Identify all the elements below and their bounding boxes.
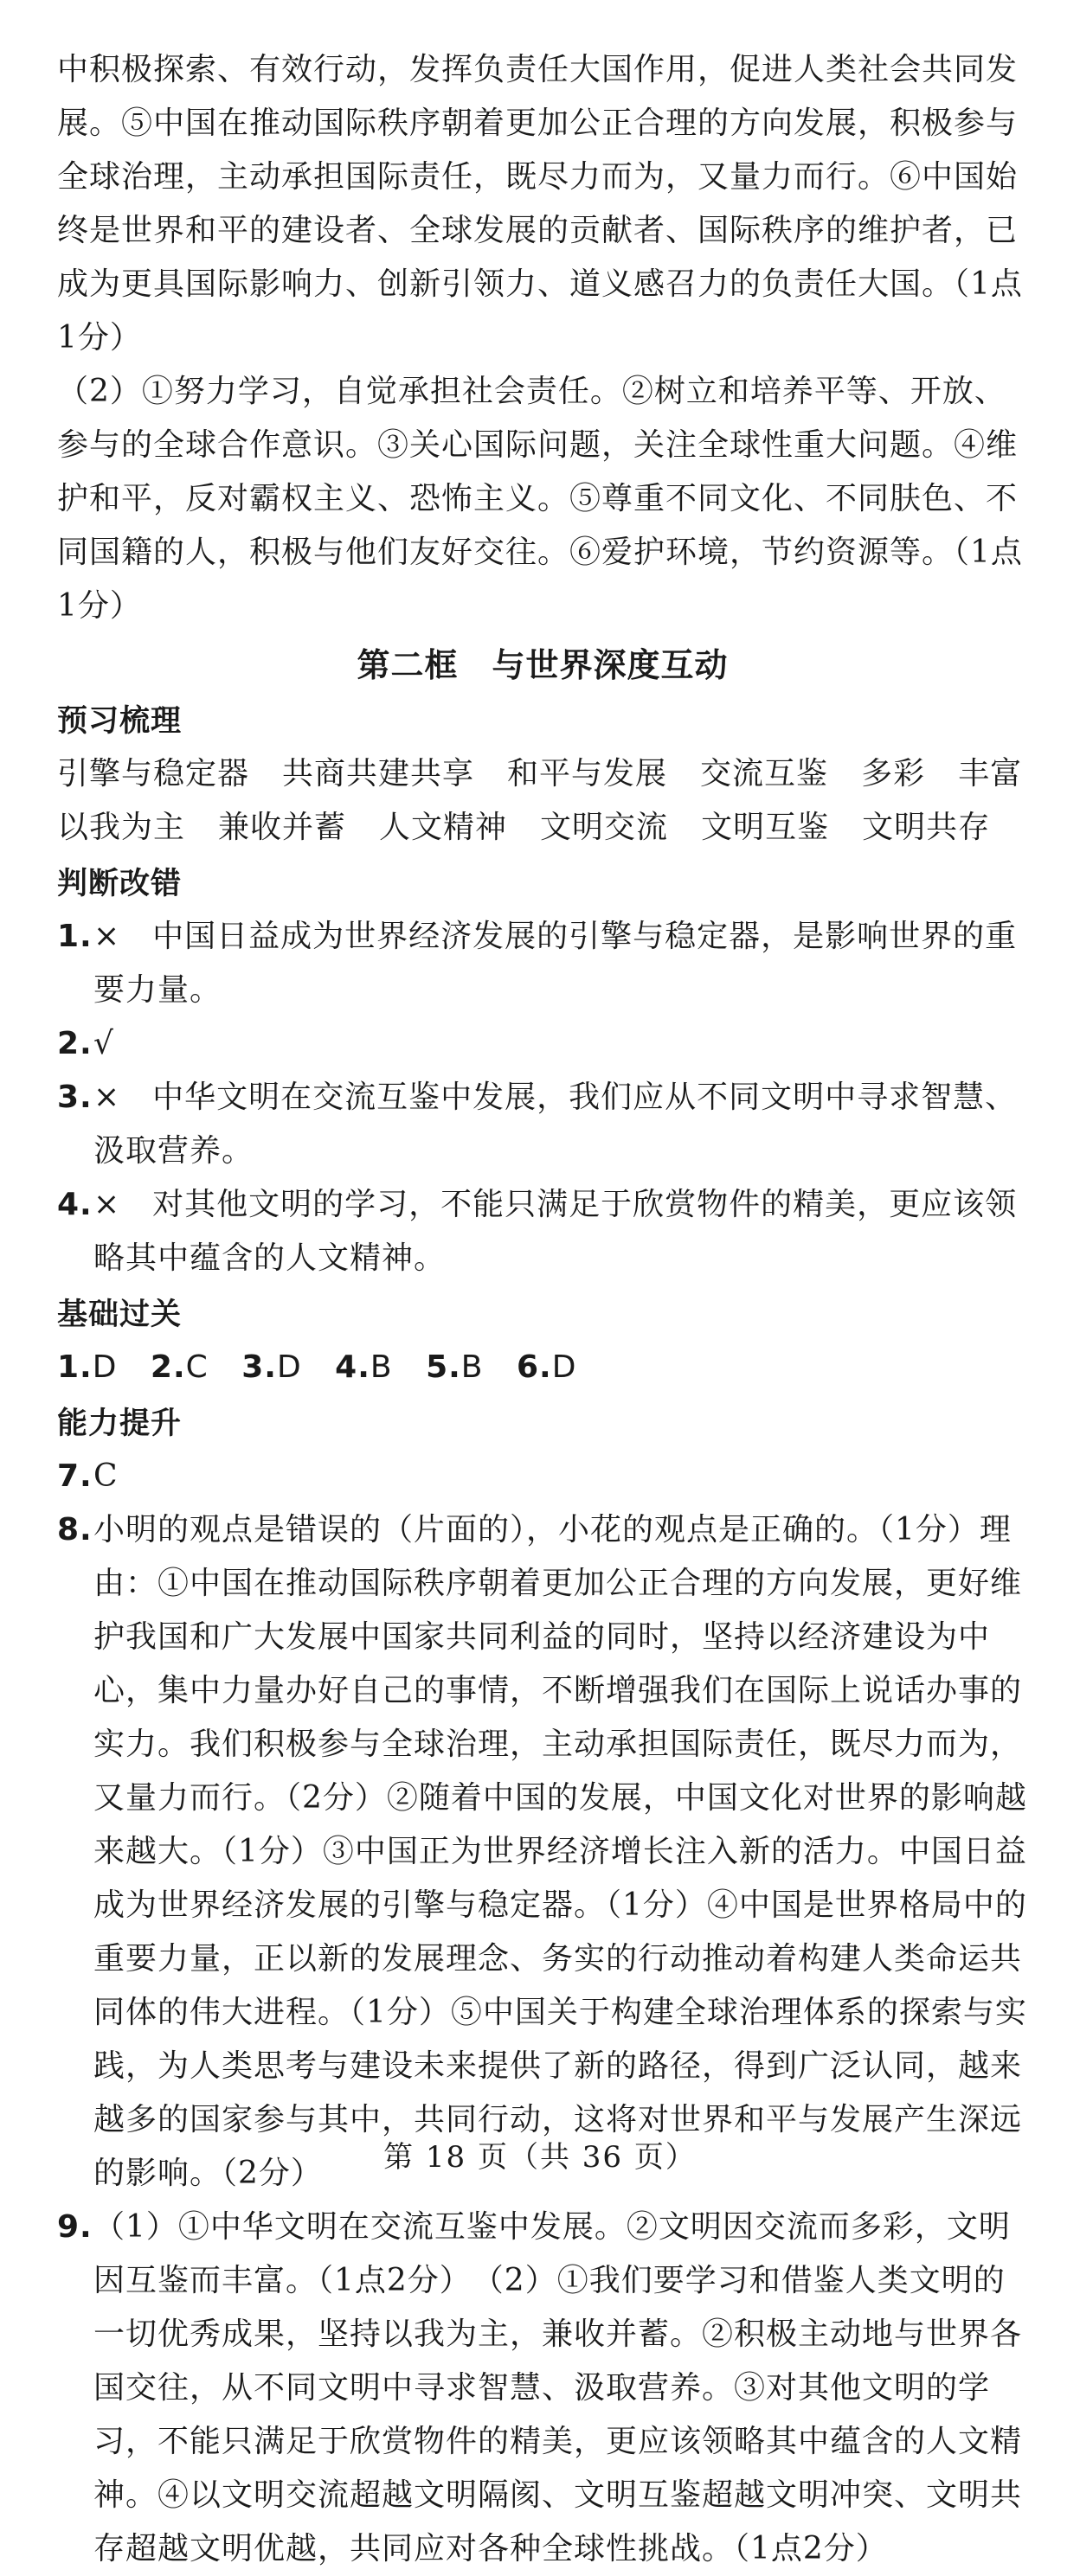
item-number: 4. bbox=[57, 1187, 93, 1222]
item-number: 8. bbox=[57, 1512, 93, 1548]
judge-item bbox=[57, 910, 1028, 1017]
answer-number: 3. bbox=[241, 1349, 277, 1385]
term: 文明互鉴 bbox=[701, 810, 830, 845]
intro-paragraph-2: （2）①努力学习，自觉承担社会责任。②树立和培养平等、开放、参与的全球合作意识。③关心国际问题，关注全球性重大问题。④维护和平，反对霸权主义、恐怖主义。⑤尊重不同文化、不同肤色、不同国籍的人，积极与他们友好交往。⑥爱护环境，节约资源等。（1点1分） bbox=[57, 374, 1023, 624]
item-number: 3. bbox=[57, 1080, 93, 1115]
section-title: 第二框 与世界深度互动 bbox=[357, 646, 729, 684]
term: 兼收并蓄 bbox=[218, 810, 347, 845]
term: 引擎与稳定器 bbox=[57, 756, 250, 791]
basic-heading: 基础过关 bbox=[57, 1298, 183, 1332]
item-text: × 中华文明在交流互鉴中发展，我们应从不同文明中寻求智慧、汲取营养。 bbox=[93, 1080, 1018, 1169]
term: 交流互鉴 bbox=[700, 756, 829, 791]
item-number: 1. bbox=[57, 919, 93, 954]
ability-item bbox=[57, 2201, 1028, 2576]
item-text: × 对其他文明的学习，不能只满足于欣赏物件的精美，更应该领略其中蕴含的人文精神。 bbox=[93, 1187, 1018, 1276]
item-text: 小明的观点是错误的（片面的），小花的观点是正确的。（1分）理由：①中国在推动国际秩序朝着更加公正合理的方向发展，更好维护我国和广大发展中国家共同利益的同时，坚持以经济建设为中心，集中力量办好自己的事情，不断增强我们在国际上说话办事的实力。我们积极参与全球治理，主动承担国际责任，既尽力而为，又量力而行。（2分）②随着中国的发展，中国文化对世界的影响越来越大。（1分）③中国正为世界经济增长注入新的活力。中国日益成为世界经济发展的引擎与稳定器。（1分）④中国是世界格局中的重要力量，正以新的发展理念、务实的行动推动着构建人类命运共同体的伟大进程。（1分）⑤中国关于构建全球治理体系的探索与实践，为人类思考与建设未来提供了新的路径，得到广泛认同，越来越多的国家参与其中，共同行动，这将对世界和平与发展产生深远的影响。（2分） bbox=[93, 1512, 1027, 2191]
item-number: 9. bbox=[57, 2209, 93, 2245]
judge-item bbox=[57, 1017, 1028, 1071]
item-text: × 中国日益成为世界经济发展的引擎与稳定器，是影响世界的重要力量。 bbox=[93, 919, 1018, 1008]
answer-value: B bbox=[370, 1349, 393, 1385]
page-footer: 第 18 页（共 36 页） bbox=[383, 2140, 697, 2175]
term: 以我为主 bbox=[57, 810, 186, 845]
answer-number: 2. bbox=[150, 1349, 186, 1385]
term: 和平与发展 bbox=[507, 756, 668, 791]
answer-value: D bbox=[551, 1349, 577, 1385]
term: 丰富 bbox=[958, 756, 1023, 791]
answer-value: B bbox=[460, 1349, 484, 1385]
answer-number: 1. bbox=[57, 1349, 93, 1385]
term: 人文精神 bbox=[379, 810, 508, 845]
ability-heading: 能力提升 bbox=[57, 1407, 183, 1441]
item-text: C bbox=[93, 1458, 119, 1494]
term: 多彩 bbox=[861, 756, 926, 791]
answer-value: D bbox=[276, 1349, 302, 1385]
term: 文明共存 bbox=[862, 810, 991, 845]
judge-item bbox=[57, 1178, 1028, 1285]
item-text: √ bbox=[93, 1026, 114, 1061]
answer-value: D bbox=[92, 1349, 118, 1385]
ability-item bbox=[57, 1450, 1028, 1503]
ability-item bbox=[57, 1503, 1028, 2201]
answer-number: 4. bbox=[335, 1349, 370, 1385]
judge-item bbox=[57, 1071, 1028, 1178]
answer-number: 5. bbox=[426, 1349, 461, 1385]
answer-value: C bbox=[185, 1349, 209, 1385]
item-text: （1）①中华文明在交流互鉴中发展。②文明因交流而多彩，文明因互鉴而丰富。（1点2分） （2）①我们要学习和借鉴人类文明的一切优秀成果，坚持以我为主，兼收并蓄。②积极主动地与世界各国交往，从不同文明中寻求智慧、汲取营养。③对其他文明的学习，不能只满足于欣赏物件的精美，更应该领略其中蕴含的人文精神。④以文明交流超越文明隔阂、文明互鉴超越文明冲突、文明共存超越文明优越，共同应对各种全球性挑战。（1点2分） bbox=[93, 2209, 1023, 2566]
page-content bbox=[57, 43, 1028, 2576]
item-number: 7. bbox=[57, 1458, 93, 1494]
term: 文明交流 bbox=[540, 810, 669, 845]
answer-number: 6. bbox=[516, 1349, 552, 1385]
judge-heading: 判断改错 bbox=[57, 867, 183, 901]
preview-heading: 预习梳理 bbox=[57, 704, 183, 739]
intro-paragraph-1: 中积极探索、有效行动，发挥负责任大国作用，促进人类社会共同发展。⑤中国在推动国际秩序朝着更加公正合理的方向发展，积极参与全球治理，主动承担国际责任，既尽力而为，又量力而行。⑥中国始终是世界和平的建设者、全球发展的贡献者、国际秩序的维护者，已成为更具国际影响力、创新引领力、道义感召力的负责任大国。（1点1分） bbox=[57, 52, 1023, 356]
term: 共商共建共享 bbox=[282, 756, 475, 791]
preview-terms bbox=[57, 747, 1028, 855]
item-number: 2. bbox=[57, 1026, 93, 1061]
basic-answers bbox=[57, 1341, 1028, 1394]
